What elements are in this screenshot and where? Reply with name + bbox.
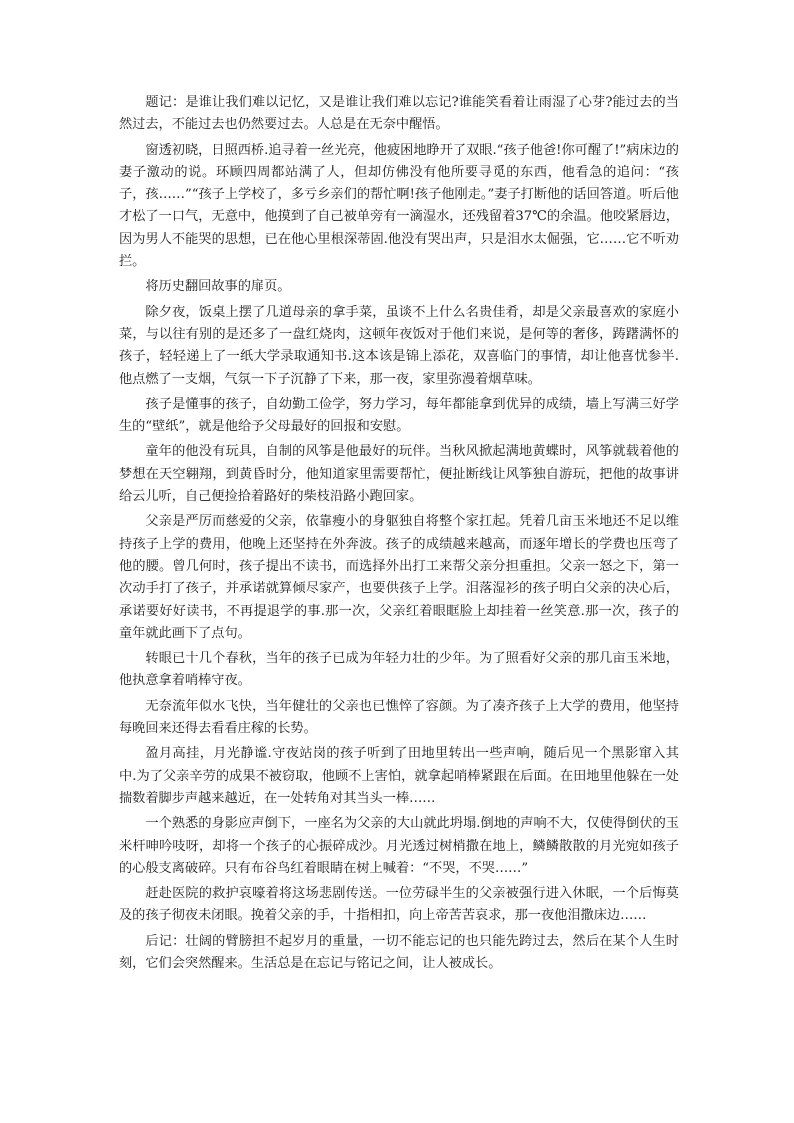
afterword-paragraph: 后记：壮阔的臂膀担不起岁月的重量，一切不能忘记的也只能先跨过去，然后在某个人生时刻，它们会突然醒来。生活总是在忘记与铭记之间，让人被成长。 [119,933,679,971]
body-paragraph: 将历史翻回故事的扉页。 [145,279,291,295]
body-paragraph: 窗透初晓，日照西桥.追寻着一丝光亮，他疲困地睁开了双眼.“孩子他爸!你可醒了!”病床边的妻子激动的说。环顾四周都站满了人，但却仿佛没有他所要寻觅的东西，他看急的追问：“孩子，孩……”“孩子上学校了，多亏乡亲们的帮忙啊!孩子他刚走。”妻子打断他的话回答道。听后他才松了一口气，无意中，他摸到了自己被单旁有一滴湿水，还残留着37℃的余温。他咬紧唇边，因为男人不能哭的思想，已在他心里根深蒂固.他没有哭出声，只是泪水太倔强，它……它不听劝拦。 [119,142,679,270]
body-paragraph: 童年的他没有玩具，自制的风筝是他最好的玩伴。当秋风掀起满地黄蝶时，风筝就载着他的梦想在天空翱翔，到黄昏时分，他知道家里需要帮忙，便扯断线让风筝独自游玩，把他的故事讲给云儿听，自己便捡拾着路好的柴枝沿路小跑回家。 [119,444,679,505]
body-paragraph: 父亲是严厉而慈爱的父亲，依靠瘦小的身躯独自将整个家扛起。凭着几亩玉米地还不足以维持孩子上学的费用，他晚上还坚持在外奔波。孩子的成绩越来越高，而逐年增长的学费也压弯了他的腰。曾几何时，孩子提出不读书，而选择外出打工来帮父亲分担重担。父亲一怒之下，第一次动手打了孩子，并承诺就算倾尽家产，也要供孩子上学。泪落湿衫的孩子明白父亲的决心后，承诺要好好读书，不再提退学的事.那一次，父亲红着眼眶脸上却挂着一丝笑意.那一次，孩子的童年就此画下了点句。 [119,514,679,641]
body-paragraph: 无奈流年似水飞快，当年健壮的父亲也已憔悴了容颜。为了凑齐孩子上大学的费用，他坚持每晚回来还得去看看庄稼的长势。 [119,698,679,737]
body-paragraph: 一个熟悉的身影应声倒下，一座名为父亲的大山就此坍塌.倒地的声响不大，仅使得倒伏的玉米杆呻吟吱呀，却将一个孩子的心振碎成沙。月光透过树梢撒在地上，鳞鳞散散的月光宛如孩子的心般支离破碎。只有布谷鸟红着眼睛在树上喊着：“不哭，不哭……” [119,816,679,876]
body-paragraph: 转眼已十几个春秋，当年的孩子已成为年轻力壮的少年。为了照看好父亲的那几亩玉米地，他执意拿着哨棒守夜。 [119,651,679,689]
body-paragraph: 赶赴医院的救护哀嚎着将这场悲剧传送。一位劳碌半生的父亲被强行进入休眠，一个后悔莫及的孩子彻夜未闭眼。挽着父亲的手，十指相扣，向上帝苦苦哀求，那一夜他泪撒床边…… [119,886,679,924]
body-paragraph: 盈月高挂，月光静谧.守夜站岗的孩子听到了田地里转出一些声响，随后见一个黑影窜入其中.为了父亲辛劳的成果不被窃取，他顾不上害怕，就拿起哨棒紧跟在后面。在田地里他躲在一处揣数着脚步声越来越近，在一处转角对其当头一棒…… [119,746,679,806]
body-paragraph: 除夕夜，饭桌上摆了几道母亲的拿手菜，虽谈不上什么名贵佳肴，却是父亲最喜欢的家庭小菜，与以往有别的是还多了一盘红烧肉，这顿年夜饭对于他们来说，是何等的奢侈，踌躇满怀的孩子，轻轻递上了一纸大学录取通知书.这本该是锦上添花，双喜临门的事情，却让他喜忧参半.他点燃了一支烟，气氛一下子沉静了下来，那一夜，家里弥漫着烟草味。 [119,304,679,387]
preface-paragraph: 题记：是谁让我们难以记忆，又是谁让我们难以忘记?谁能笑看着让雨湿了心芽?能过去的当然过去，不能过去也仍然要过去。人总是在无奈中醒悟。 [119,95,679,133]
document-body [119,92,679,978]
body-paragraph: 孩子是懂事的孩子，自幼勤工俭学，努力学习，每年都能拿到优异的成绩，墙上写满三好学生的“壁纸”，就是他给予父母最好的回报和安慰。 [119,396,679,435]
